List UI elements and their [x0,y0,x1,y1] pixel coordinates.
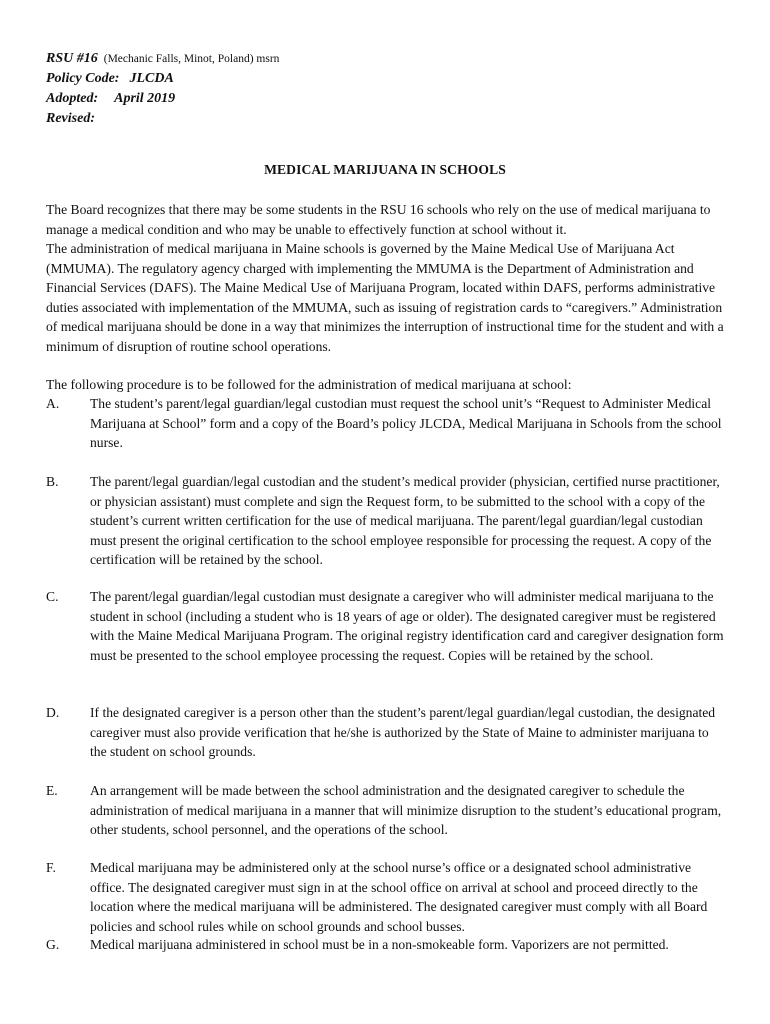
intro-paragraph-3: The following procedure is to be followed for the administration of medical marijuana at school: [46,377,572,392]
adopted-value: April 2019 [114,91,176,106]
item-text: The student’s parent/legal guardian/legal custodian must request the school unit’s “Request to Administer Medical Marijuana at School” form and a copy of the Board’s policy JLCDA, Medical Marijuana in Schools from the school nurse. [90,396,722,451]
item-letter: D. [46,705,60,720]
adopted-line [46,89,279,109]
item-text: An arrangement will be made between the school administration and the designated caregiver to schedule the administration of medical marijuana in a manner that will minimize disruption to the student’s educational program, other students, school personnel, and the operations of the school. [90,783,722,838]
item-text: Medical marijuana may be administered only at the school nurse’s office or a designated school administrative office. The designated caregiver must sign in at the school office on arrival at school and proceed directly to the location where the medical marijuana will be administered. The designated caregiver must comply with all Board policies and school rules while on school grounds and school busses. [90,860,708,934]
rsu-label: RSU #16 [46,51,98,66]
intro-paragraph-2: The administration of medical marijuana in Maine schools is governed by the Maine Medical Use of Marijuana Act (MMUMA). The regulatory agency charged with implementing the MMUMA is the Department of Administration and Financial Services (DAFS). The Maine Medical Use of Marijuana Program, located within DAFS, performs administrative duties associated with implementation of the MMUMA, such as issuing of registration cards to “caregivers.” Administration of medical marijuana should be done in a way that minimizes the interruption of instructional time for the student and with a minimum of disruption of routine school operations. [46,241,724,354]
item-text: Medical marijuana administered in school must be in a non-smokeable form. Vaporizers are not permitted. [90,937,669,952]
rsu-detail: (Mechanic Falls, Minot, Poland) msrn [103,53,280,65]
policy-code-value: JLCDA [129,71,174,86]
adopted-label: Adopted: [46,91,99,106]
item-letter: B. [46,474,59,489]
policy-header [46,49,279,129]
item-letter: C. [46,589,59,604]
item-letter: G. [46,937,60,952]
item-letter: F. [46,860,56,875]
intro-paragraph-1: The Board recognizes that there may be some students in the RSU 16 schools who rely on the use of medical marijuana to manage a medical condition and who may be unable to effectively function at school without it. [46,202,711,237]
item-letter: A. [46,396,60,411]
item-text: The parent/legal guardian/legal custodian and the student’s medical provider (physician, certified nurse practitioner, or physician assistant) must complete and sign the Request form, to be submitted to the school with a copy of the student’s current written certification for the use of medical marijuana. The parent/legal guardian/legal custodian must present the original certification to the school employee responsible for processing the request. A copy of the certification will be retained by the school. [90,474,720,568]
revised-label: Revised: [46,111,95,126]
item-letter: E. [46,783,58,798]
item-text: If the designated caregiver is a person other than the student’s parent/legal guardian/legal custodian, the designated caregiver must also provide verification that he/she is authorized by the State of Maine to administer marijuana to the student on school grounds. [90,705,716,760]
revised-line [46,109,279,129]
item-text: The parent/legal guardian/legal custodian must designate a caregiver who will administer medical marijuana to the student in school (including a student who is 18 years of age or older). The designated caregiver must be registered with the Maine Medical Marijuana Program. The original registry identification card and caregiver designation form must be presented to the school employee processing the request. Copies will be retained by the school. [90,589,724,663]
policy-code-line [46,69,279,89]
rsu-line [46,49,279,69]
policy-code-label: Policy Code: [46,71,120,86]
document-title: MEDICAL MARIJUANA IN SCHOOLS [264,162,506,177]
